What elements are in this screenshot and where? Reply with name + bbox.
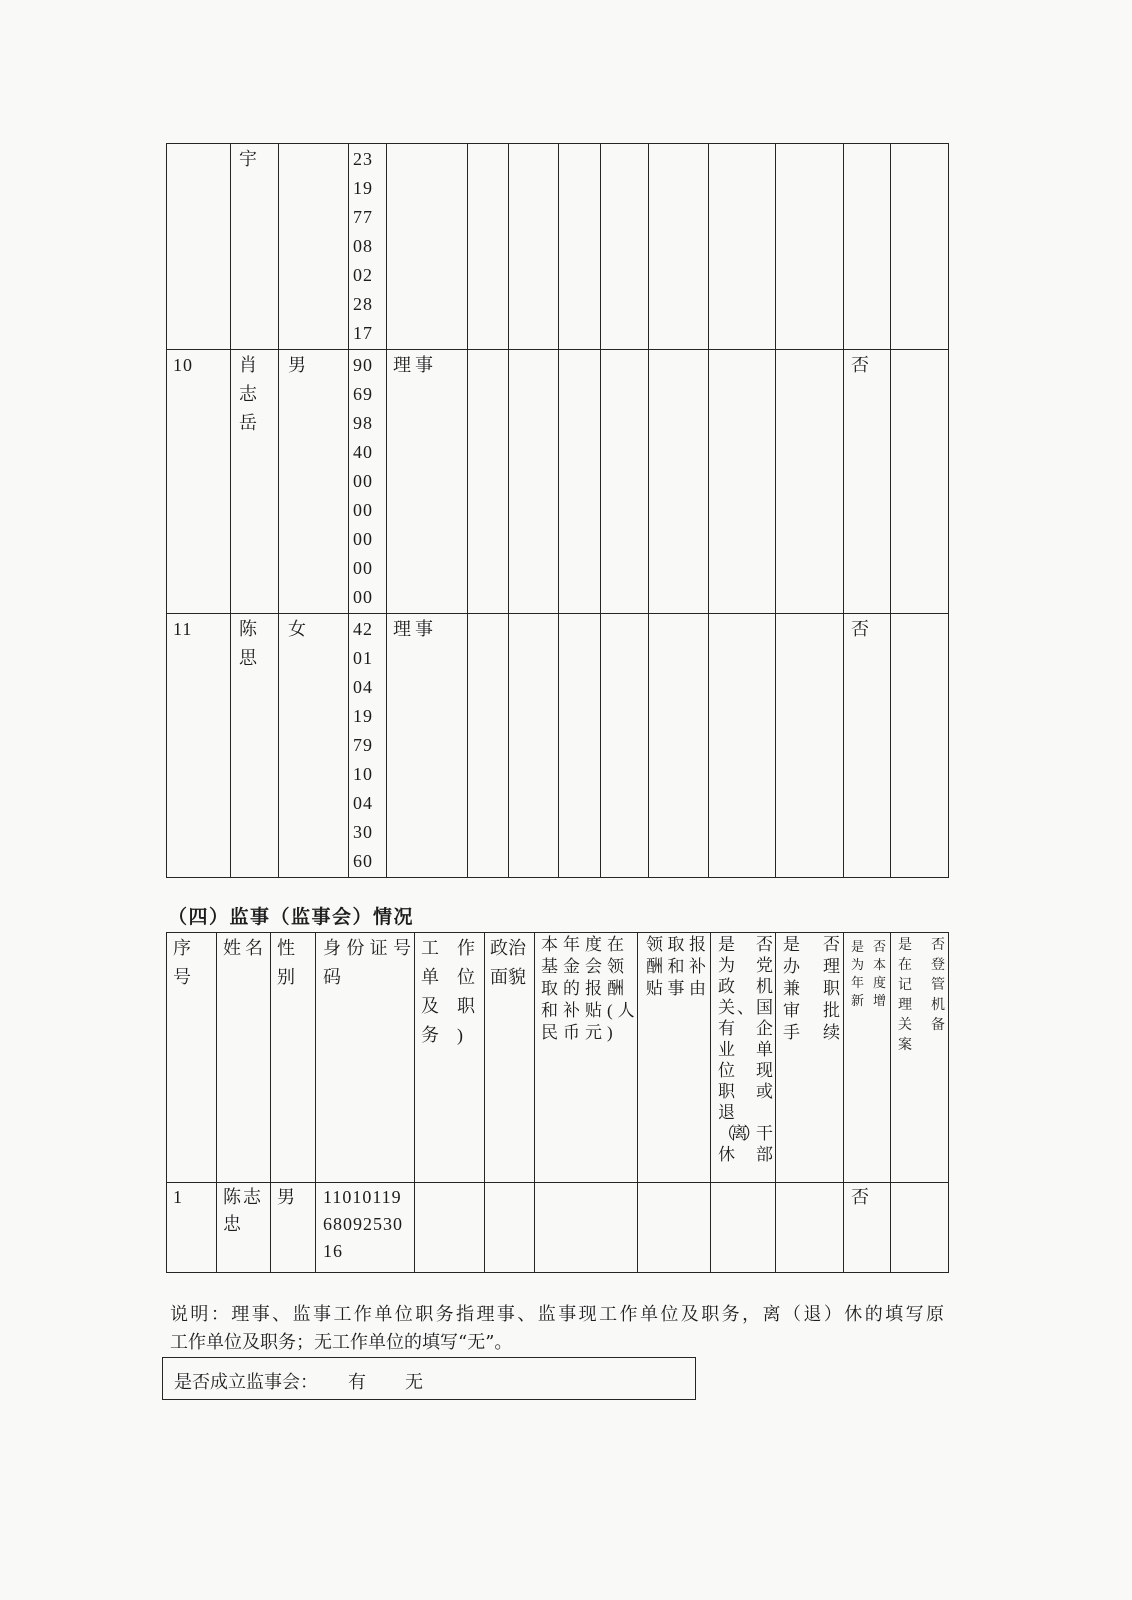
- table-cell: [167, 1183, 217, 1273]
- cell-text: 19: [353, 706, 373, 726]
- cell-text: 11: [173, 619, 193, 639]
- table-cell: [638, 1183, 711, 1273]
- supervisors-table: [166, 932, 964, 1273]
- table-cell: [601, 350, 649, 614]
- cell-text: 为本: [851, 957, 896, 972]
- cell-text: 姓名: [223, 938, 267, 958]
- cell-text: 00: [353, 529, 373, 549]
- cell-text: 69: [353, 384, 373, 404]
- cell-text: 否: [851, 1187, 869, 1207]
- cell-text: 兼职: [783, 979, 863, 998]
- cell-text: 00: [353, 587, 373, 607]
- cell-text: 1: [173, 1187, 183, 1207]
- column-header: [891, 933, 964, 1183]
- table-cell: [231, 350, 279, 614]
- question-label: 是否成立监事会：: [174, 1372, 318, 1393]
- table-row: [167, 1183, 949, 1273]
- cell-text: 酬和补: [646, 957, 711, 976]
- table-cell: [891, 350, 949, 614]
- table-cell: [649, 350, 709, 614]
- cell-text: 和补贴(人: [541, 1001, 640, 1020]
- table-cell: [844, 144, 891, 350]
- cell-text: 民币元): [541, 1023, 618, 1042]
- cell-text: 40: [353, 442, 373, 462]
- cell-text: 政治: [490, 938, 526, 958]
- table-cell: [776, 614, 844, 878]
- cell-text: 79: [353, 735, 373, 755]
- column-header: [844, 933, 896, 1183]
- table-cell: [891, 614, 949, 878]
- table-cell: [509, 144, 559, 350]
- option-yes: 有: [348, 1372, 366, 1393]
- cell-text: 别: [277, 967, 295, 987]
- cell-text: 为党: [718, 956, 794, 975]
- cell-text: 00: [353, 471, 373, 491]
- table-cell: [649, 614, 709, 878]
- cell-text: 忠: [223, 1214, 243, 1234]
- table-cell: [891, 1183, 949, 1273]
- cell-text: 陈志: [223, 1187, 263, 1207]
- cell-text: 是否: [783, 935, 863, 954]
- column-header: [167, 933, 217, 1183]
- cell-text: 男: [288, 355, 306, 375]
- cell-text: 政机: [718, 977, 794, 996]
- table-cell: [709, 614, 776, 878]
- table-cell: [559, 614, 601, 878]
- table-cell: [387, 614, 468, 878]
- cell-text: 女: [288, 619, 306, 639]
- table-cell: [217, 1183, 271, 1273]
- cell-text: 年度: [851, 975, 896, 990]
- cell-text: 号: [173, 967, 191, 987]
- header-row: [167, 933, 949, 1183]
- table-cell: [509, 350, 559, 614]
- cell-text: 17: [353, 323, 373, 343]
- cell-text: 02: [353, 265, 373, 285]
- cell-text: 理事: [393, 619, 437, 639]
- cell-text: 基金会领: [541, 957, 629, 976]
- column-header: [711, 933, 794, 1183]
- table-cell: [776, 144, 844, 350]
- column-header: [217, 933, 271, 1183]
- table-cell: [415, 1183, 485, 1273]
- table-cell: [509, 614, 559, 878]
- cell-text: 11010119: [323, 1187, 402, 1207]
- column-header: [316, 933, 415, 1183]
- cell-text: 10: [173, 355, 193, 375]
- cell-text: 68092530: [323, 1214, 403, 1234]
- table-cell: [891, 144, 949, 350]
- cell-text: 是否: [898, 938, 964, 953]
- table-cell: [844, 614, 891, 878]
- cell-text: 理机: [898, 998, 964, 1013]
- cell-text: 肖: [239, 355, 257, 375]
- table-cell: [844, 1183, 891, 1273]
- table-row: [167, 350, 949, 614]
- cell-text: 是否: [851, 939, 896, 954]
- cell-text: 单位: [421, 967, 493, 987]
- cell-text: 码: [323, 967, 341, 987]
- cell-text: 04: [353, 677, 373, 697]
- cell-text: 否: [851, 619, 869, 639]
- cell-text: 办理: [783, 957, 863, 976]
- column-header: [415, 933, 493, 1183]
- cell-text: 休部: [718, 1145, 794, 1164]
- cell-text: 01: [353, 648, 373, 668]
- table-cell: [776, 1183, 844, 1273]
- table-cell: [709, 144, 776, 350]
- table-cell: [349, 614, 387, 878]
- table-cell: [231, 144, 279, 350]
- cell-text: 记管: [898, 978, 964, 993]
- cell-text: 新增: [851, 993, 896, 1008]
- table-row: [167, 614, 949, 878]
- column-header: [535, 933, 638, 1183]
- cell-text: 身份证号: [323, 938, 417, 958]
- table-cell: [316, 1183, 415, 1273]
- cell-text: 关备: [898, 1018, 964, 1033]
- section-title: （四）监事（监事会）情况: [168, 906, 415, 928]
- cell-text: 77: [353, 207, 373, 227]
- table-cell: [468, 144, 509, 350]
- cell-text: 手续: [783, 1023, 863, 1042]
- table-cell: [349, 350, 387, 614]
- cell-text: 业单: [718, 1040, 794, 1059]
- table-cell: [167, 614, 231, 878]
- cell-text: 案: [898, 1038, 912, 1053]
- cell-text: 退: [718, 1103, 735, 1122]
- cell-text: 取的报酬: [541, 979, 629, 998]
- cell-text: 否: [851, 355, 869, 375]
- table-cell: [468, 614, 509, 878]
- cell-text: 是否: [718, 935, 794, 954]
- cell-text: 19: [353, 178, 373, 198]
- cell-text: 及职: [421, 996, 493, 1016]
- table-cell: [559, 350, 601, 614]
- note-line-1: 说明：理事、监事工作单位职务指理事、监事现工作单位及职务，离（退）休的填写原: [170, 1304, 944, 1325]
- cell-text: 领取报: [646, 935, 711, 954]
- cell-text: 务): [421, 1025, 481, 1045]
- table-cell: [167, 350, 231, 614]
- table-cell: [279, 614, 349, 878]
- board-of-supervisors-question: [162, 1357, 696, 1400]
- table-cell: [468, 350, 509, 614]
- directors-table-continued: [166, 143, 949, 878]
- cell-text: 岳: [239, 413, 257, 433]
- cell-text: 贴事由: [646, 979, 711, 998]
- cell-text: 有企: [718, 1019, 794, 1038]
- cell-text: 陈: [239, 619, 257, 639]
- column-header: [638, 933, 711, 1183]
- table-cell: [387, 144, 468, 350]
- table-cell: [167, 144, 231, 350]
- table-cell: [844, 350, 891, 614]
- cell-text: 思: [239, 648, 257, 668]
- table-cell: [709, 350, 776, 614]
- cell-text: 04: [353, 793, 373, 813]
- cell-text: （离）干: [718, 1124, 769, 1143]
- cell-text: 宇: [239, 149, 257, 169]
- cell-text: 00: [353, 558, 373, 578]
- cell-text: 28: [353, 294, 373, 314]
- table-cell: [279, 350, 349, 614]
- table-cell: [231, 614, 279, 878]
- cell-text: 30: [353, 822, 373, 842]
- cell-text: 98: [353, 413, 373, 433]
- instruction-note: [170, 1301, 944, 1357]
- cell-text: 关、国: [718, 998, 775, 1017]
- cell-text: 08: [353, 236, 373, 256]
- note-line-2: 工作单位及职务；无工作单位的填写“无”。: [170, 1332, 513, 1353]
- cell-text: 序: [173, 938, 191, 958]
- table-cell: [485, 1183, 535, 1273]
- table-cell: [649, 144, 709, 350]
- cell-text: 审批: [783, 1001, 863, 1020]
- cell-text: 理事: [393, 355, 437, 375]
- option-no: 无: [405, 1372, 423, 1393]
- table-row: [167, 144, 949, 350]
- table-cell: [559, 144, 601, 350]
- cell-text: 90: [353, 355, 373, 375]
- table-cell: [601, 144, 649, 350]
- cell-text: 60: [353, 851, 373, 871]
- table-cell: [711, 1183, 776, 1273]
- table-cell: [271, 1183, 316, 1273]
- cell-text: 志: [239, 384, 257, 404]
- cell-text: 工作: [421, 938, 493, 958]
- cell-text: 性: [277, 938, 295, 958]
- cell-text: 职或: [718, 1082, 794, 1101]
- table-cell: [601, 614, 649, 878]
- table-cell: [349, 144, 387, 350]
- column-header: [271, 933, 316, 1183]
- cell-text: 00: [353, 500, 373, 520]
- cell-text: 在登: [898, 958, 964, 973]
- table-cell: [279, 144, 349, 350]
- cell-text: 23: [353, 149, 373, 169]
- column-header: [485, 933, 535, 1183]
- cell-text: 本年度在: [541, 935, 629, 954]
- table-cell: [776, 350, 844, 614]
- cell-text: 42: [353, 619, 373, 639]
- cell-text: 16: [323, 1241, 343, 1261]
- cell-text: 10: [353, 764, 373, 784]
- cell-text: 面貌: [490, 967, 526, 987]
- cell-text: 男: [277, 1187, 295, 1207]
- table-cell: [387, 350, 468, 614]
- cell-text: 位现: [718, 1061, 794, 1080]
- table-cell: [535, 1183, 638, 1273]
